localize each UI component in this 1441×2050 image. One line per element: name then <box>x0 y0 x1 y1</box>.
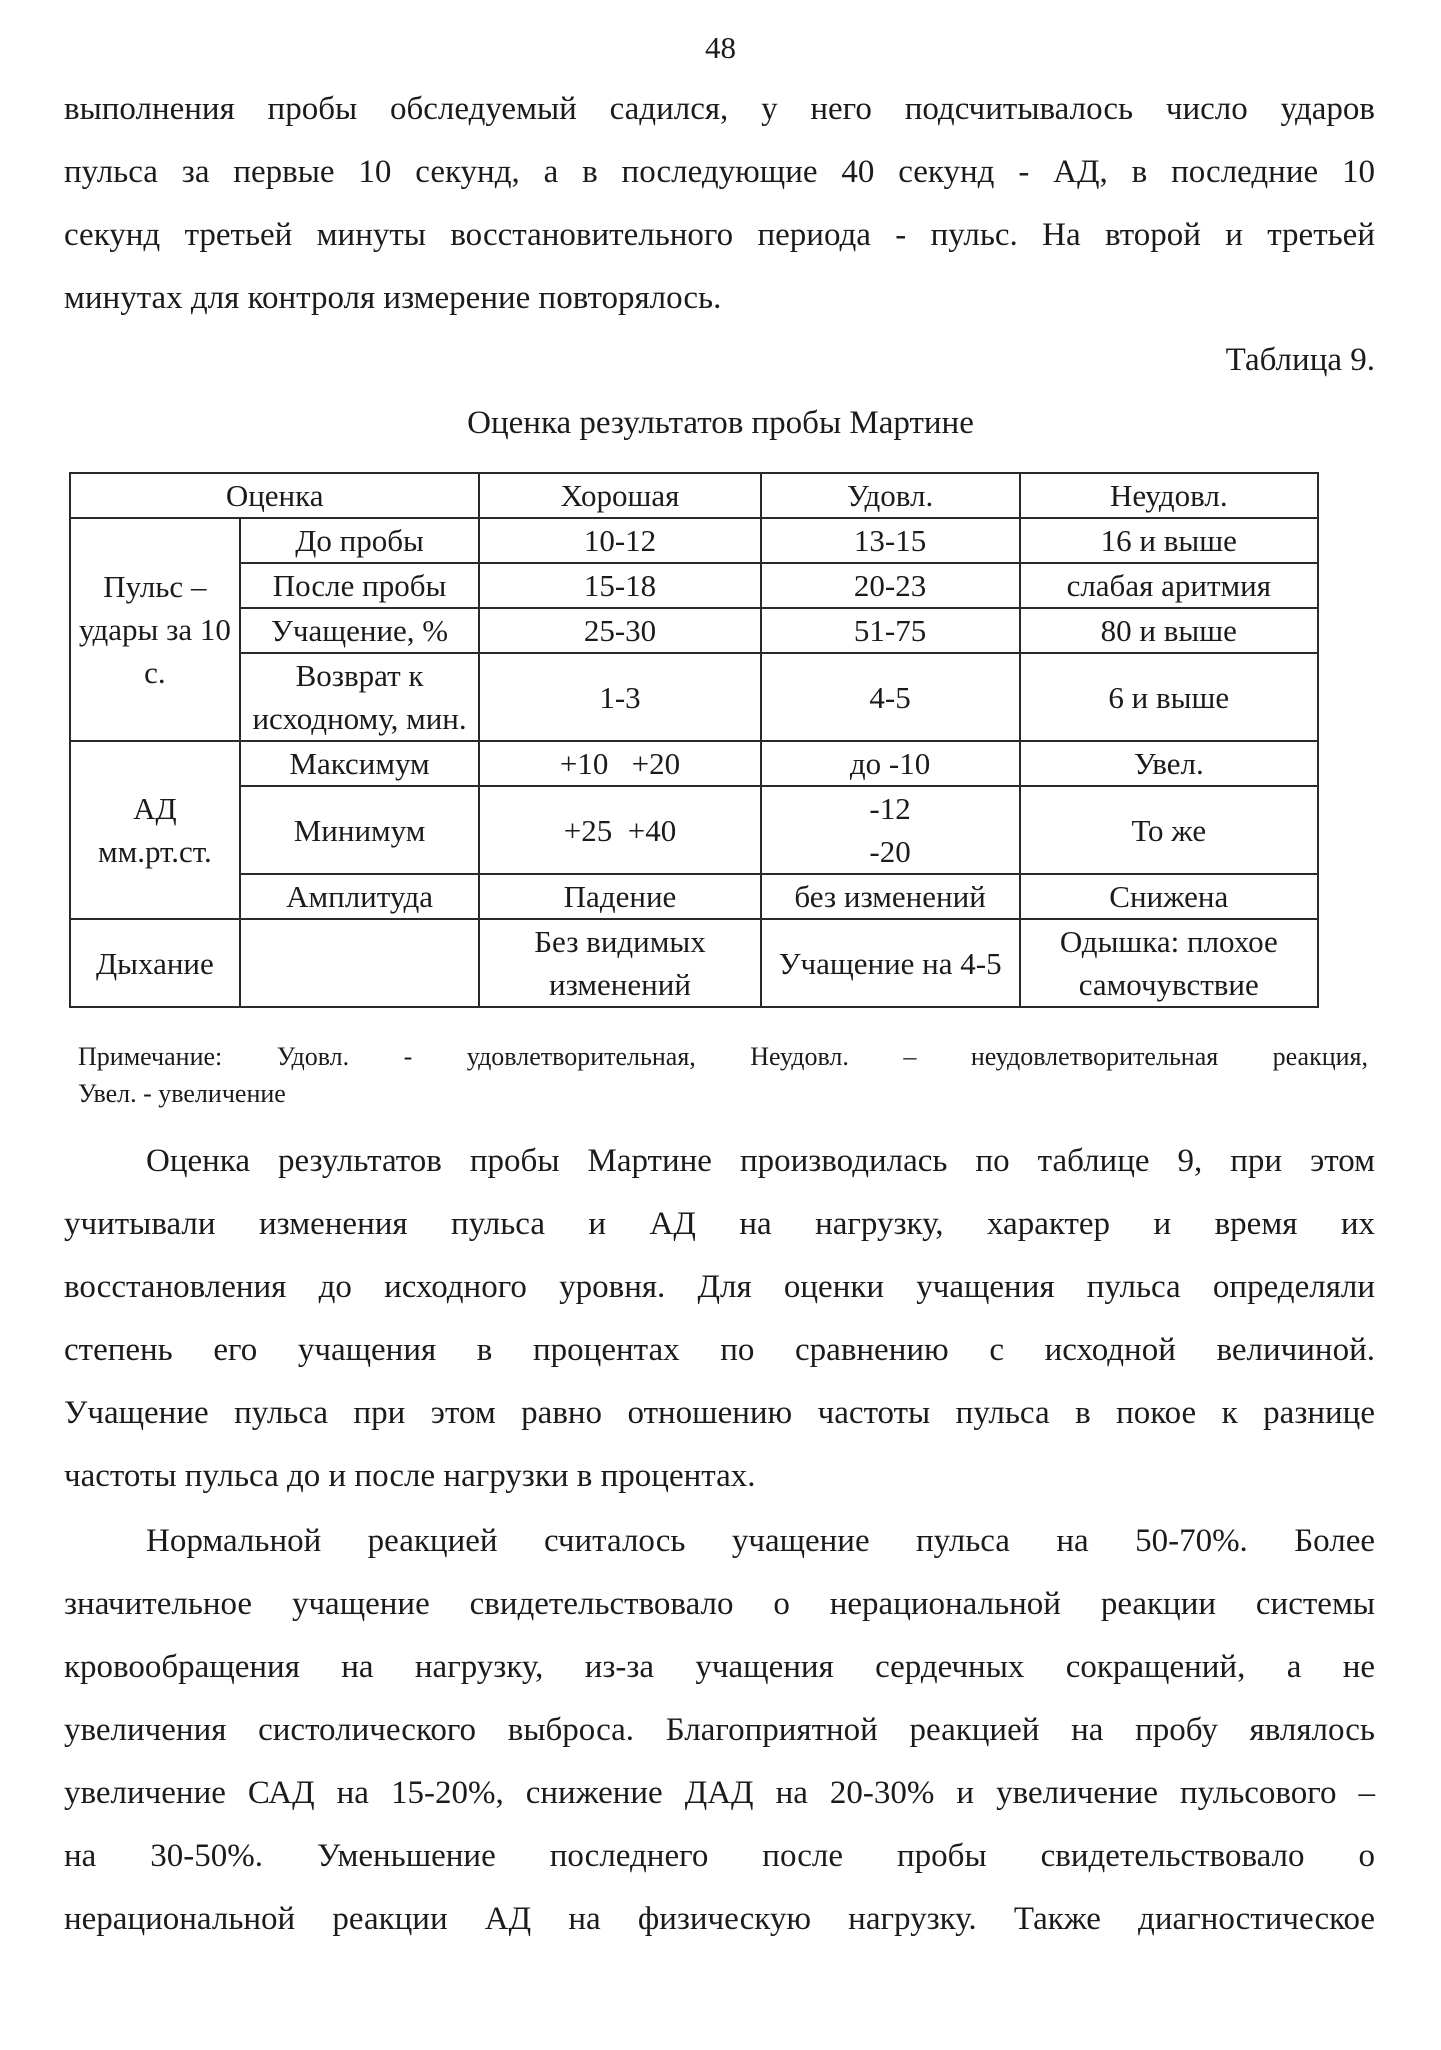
header-unsatisfactory: Неудовл. <box>1020 473 1318 518</box>
cell-unsatisfactory: слабая аритмия <box>1020 563 1318 608</box>
text-line: увеличение САД на 15-20%, снижение ДАД на 20-30% и увеличение пульсового – <box>64 1775 1375 1811</box>
table-note <box>78 1038 1368 1112</box>
cell-satisfactory: до -10 <box>761 741 1020 786</box>
table-row <box>70 741 1318 786</box>
table-label: Таблица 9. <box>1225 342 1375 378</box>
cell-good: +25 +40 <box>479 786 760 874</box>
text-line: учитывали изменения пульса и АД на нагрузку, характер и время их <box>64 1206 1375 1242</box>
row-param: Возврат к исходному, мин. <box>240 653 480 741</box>
cell-good: 25-30 <box>479 608 760 653</box>
row-param: Учащение, % <box>240 608 480 653</box>
cell-good: Падение <box>479 874 760 919</box>
table-row <box>70 608 1318 653</box>
text-line: кровообращения на нагрузку, из-за учащения сердечных сокращений, а не <box>64 1649 1375 1685</box>
text-line: частоты пульса до и после нагрузки в процентах. <box>64 1458 756 1494</box>
text-line: Учащение пульса при этом равно отношению частоты пульса в покое к разнице <box>64 1395 1375 1431</box>
cell-good: Без видимых изменений <box>479 919 760 1007</box>
cell-unsatisfactory: Одышка: плохое самочувствие <box>1020 919 1318 1007</box>
header-satisfactory: Удовл. <box>761 473 1020 518</box>
table-row <box>70 563 1318 608</box>
cell-satisfactory: 4-5 <box>761 653 1020 741</box>
cell-satisfactory: 20-23 <box>761 563 1020 608</box>
note-line: Примечание: Удовл. - удовлетворительная, Неудовл. – неудовлетворительная реакция, <box>78 1042 1368 1071</box>
table-title: Оценка результатов пробы Мартине <box>467 405 974 441</box>
table-header-row <box>70 473 1318 518</box>
cell-unsatisfactory: 80 и выше <box>1020 608 1318 653</box>
row-param: Максимум <box>240 741 480 786</box>
cell-good: 10-12 <box>479 518 760 563</box>
martinet-results-table <box>69 472 1319 1008</box>
text-line: степень его учащения в процентах по сравнению с исходной величиной. <box>64 1332 1375 1368</box>
header-assessment: Оценка <box>70 473 479 518</box>
cell-unsatisfactory: 16 и выше <box>1020 518 1318 563</box>
cell-unsatisfactory: 6 и выше <box>1020 653 1318 741</box>
text-line: увеличения систолического выброса. Благоприятной реакцией на пробу являлось <box>64 1712 1375 1748</box>
row-param: До пробы <box>240 518 480 563</box>
text-line: восстановления до исходного уровня. Для оценки учащения пульса определяли <box>64 1269 1375 1305</box>
row-param: Амплитуда <box>240 874 480 919</box>
cell-unsatisfactory: То же <box>1020 786 1318 874</box>
intro-paragraph <box>64 78 1375 330</box>
cell-satisfactory: -12 -20 <box>761 786 1020 874</box>
pulse-group-label: Пульс – удары за 10 с. <box>70 518 240 741</box>
cell-good: +10 +20 <box>479 741 760 786</box>
paragraph-2 <box>64 1510 1375 1951</box>
note-line: Увел. - увеличение <box>78 1079 286 1108</box>
header-good: Хорошая <box>479 473 760 518</box>
text-line: выполнения пробы обследуемый садился, у него подсчитывалось число ударов <box>64 91 1375 127</box>
cell-unsatisfactory: Снижена <box>1020 874 1318 919</box>
table-row <box>70 518 1318 563</box>
text-line: Оценка результатов пробы Мартине производилась по таблице 9, при этом <box>146 1143 1375 1179</box>
cell-satisfactory: Учащение на 4-5 <box>761 919 1020 1007</box>
cell-satisfactory: 51-75 <box>761 608 1020 653</box>
row-param: После пробы <box>240 563 480 608</box>
cell-good: 15-18 <box>479 563 760 608</box>
cell-unsatisfactory: Увел. <box>1020 741 1318 786</box>
row-param: Минимум <box>240 786 480 874</box>
paragraph-1 <box>64 1130 1375 1508</box>
text-line: значительное учащение свидетельствовало о нерациональной реакции системы <box>64 1586 1375 1622</box>
text-line: Нормальной реакцией считалось учащение пульса на 50-70%. Более <box>146 1523 1375 1559</box>
text-line: пульса за первые 10 секунд, а в последующие 40 секунд - АД, в последние 10 <box>64 154 1375 190</box>
table-row <box>70 919 1318 1007</box>
table-row <box>70 786 1318 874</box>
text-line: на 30-50%. Уменьшение последнего после пробы свидетельствовало о <box>64 1838 1375 1874</box>
table-row <box>70 874 1318 919</box>
breathing-label: Дыхание <box>70 919 240 1007</box>
table-row <box>70 653 1318 741</box>
text-line: нерациональной реакции АД на физическую нагрузку. Также диагностическое <box>64 1901 1375 1937</box>
text-line: секунд третьей минуты восстановительного периода - пульс. На второй и третьей <box>64 217 1375 253</box>
text-line: минутах для контроля измерение повторялось. <box>64 280 722 316</box>
cell-good: 1-3 <box>479 653 760 741</box>
bp-group-label: АД мм.рт.ст. <box>70 741 240 919</box>
empty-cell <box>240 919 480 1007</box>
cell-satisfactory: 13-15 <box>761 518 1020 563</box>
cell-satisfactory: без изменений <box>761 874 1020 919</box>
page-number: 48 <box>705 30 736 65</box>
